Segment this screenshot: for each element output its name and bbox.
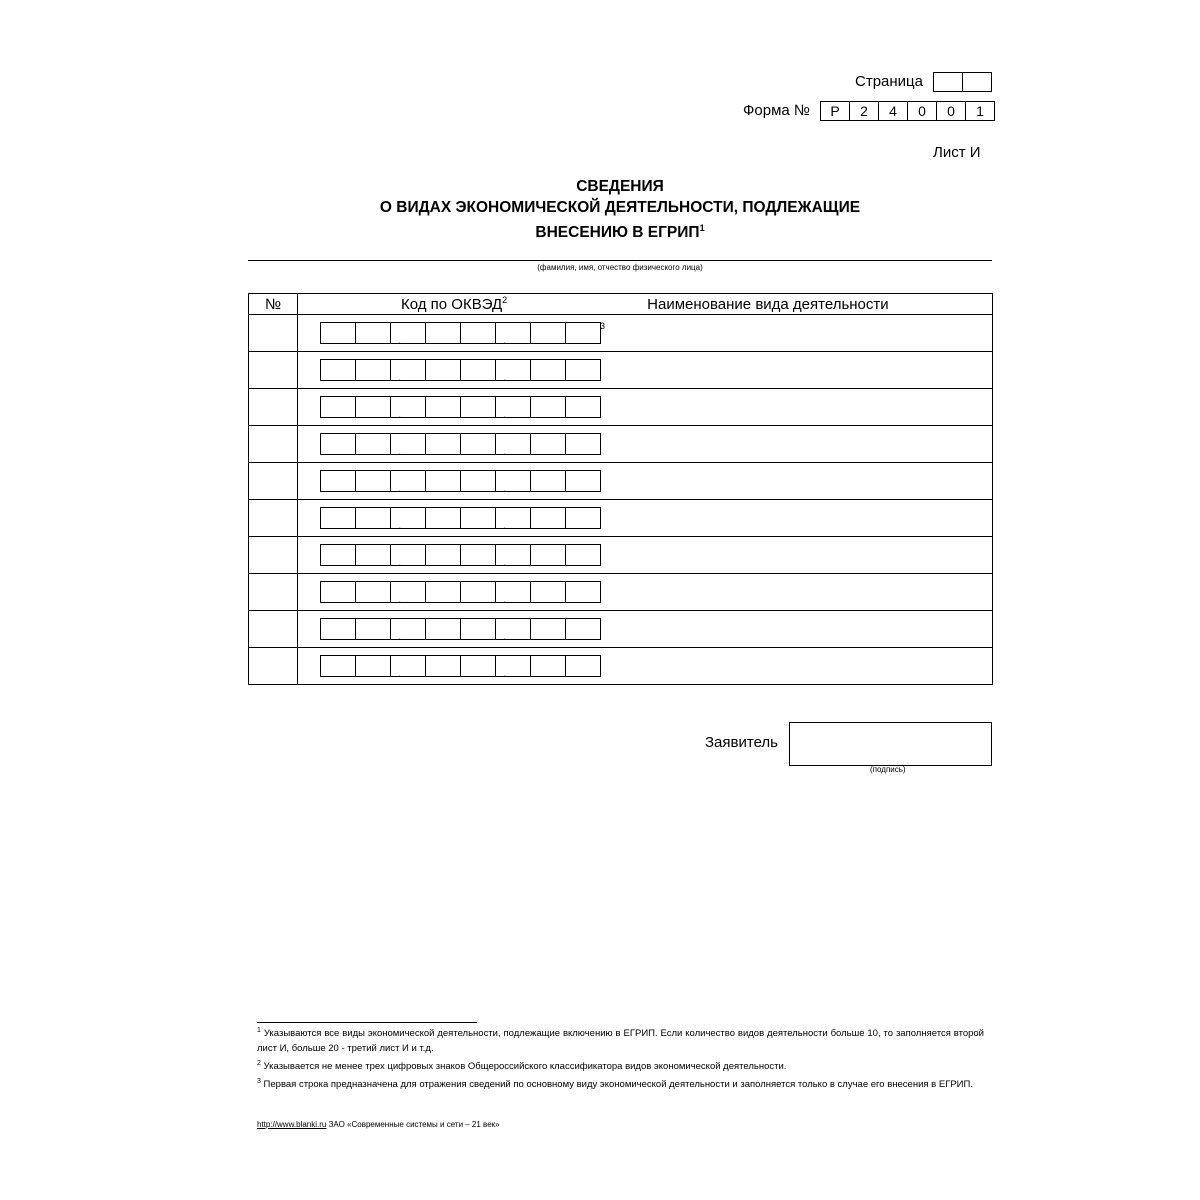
row-number-cell[interactable] [249,389,298,426]
code-separator-dot: . [503,555,507,569]
table-row [249,500,993,537]
table-row [249,463,993,500]
footnote-ref-2: 2 [502,295,508,305]
footnote-text: Указываются все виды экономической деятельности, подлежащие включению в ЕГРИП. Если количество видов деятельности больше 10, то заполняется второй лист И, больше 20 - третий лист И и т.д. [257,1028,984,1055]
document-title [300,176,940,243]
okved-code-input[interactable] [320,322,601,347]
page-label: Страница [855,73,923,90]
okved-digit-cell[interactable] [530,359,566,381]
form-cell: 0 [936,101,966,121]
full-name-caption: (фамилия, имя, отчество физического лица) [537,263,703,272]
okved-digit-cell[interactable] [390,507,426,532]
okved-digit-cell[interactable] [390,655,426,680]
footnotes [257,1023,984,1092]
okved-digit-cell[interactable] [530,618,566,640]
okved-digit-cell[interactable] [565,544,601,566]
okved-digit-cell[interactable] [390,470,426,495]
table-row [249,648,993,685]
okved-digit-cell[interactable] [425,544,461,566]
okved-digit-cell[interactable] [320,433,356,455]
okved-digit-cell[interactable] [355,322,391,344]
code-separator-dot: . [503,407,507,421]
row-number-cell[interactable] [249,352,298,389]
code-separator-dot: . [503,629,507,643]
okved-digit-cell[interactable] [530,396,566,418]
okved-digit-cell[interactable] [390,433,426,458]
okved-digit-cell[interactable] [425,618,461,640]
code-separator-dot: . [503,481,507,495]
table-row [249,426,993,463]
okved-digit-cell[interactable] [460,544,496,566]
form-cell: 4 [878,101,908,121]
page-cell[interactable] [933,72,963,92]
okved-digit-cell[interactable] [530,507,566,529]
title-line-3: ВНЕСЕНИЮ В ЕГРИП [535,224,700,242]
col-header-code: Код по ОКВЭД [401,296,503,313]
okved-digit-cell[interactable] [390,396,426,421]
okved-code-input[interactable] [320,433,601,458]
code-separator-dot: . [503,666,507,680]
page-number-cells[interactable] [933,72,992,92]
okved-digit-cell[interactable] [495,396,531,421]
table-body [249,315,993,685]
title-line-1: СВЕДЕНИЯ [576,178,664,195]
okved-digit-cell[interactable] [390,581,426,606]
okved-digit-cell[interactable] [425,433,461,455]
signature-caption: (подпись) [870,765,906,774]
row-code-and-name-cell [298,352,993,389]
okved-digit-cell[interactable] [495,618,531,643]
footer-link[interactable]: http://www.blanki.ru [257,1120,327,1129]
code-separator-dot: . [398,444,402,458]
okved-digit-cell[interactable] [530,581,566,603]
footnote-ref-1: 1 [699,223,705,233]
okved-digit-cell[interactable] [355,433,391,455]
okved-digit-cell[interactable] [355,507,391,529]
okved-digit-cell[interactable] [320,396,356,418]
row-code-and-name-cell [298,648,993,685]
row-code-and-name-cell [298,315,993,352]
code-separator-dot: . [398,370,402,384]
okved-code-input[interactable] [320,544,601,569]
okved-digit-cell[interactable] [495,322,531,347]
footnote-mark: 3 [257,1078,261,1086]
okved-digit-cell[interactable] [530,433,566,455]
okved-digit-cell[interactable] [530,655,566,677]
okved-digit-cell[interactable] [565,396,601,418]
code-separator-dot: . [398,629,402,643]
table-row [249,352,993,389]
row-code-and-name-cell [298,463,993,500]
okved-digit-cell[interactable] [460,581,496,603]
row-code-and-name-cell [298,611,993,648]
code-separator-dot: . [503,518,507,532]
okved-digit-cell[interactable] [320,507,356,529]
footnote-text: Указывается не менее трех цифровых знаков Общероссийского классификатора видов экономической деятельности. [260,1061,787,1073]
okved-digit-cell[interactable] [355,359,391,381]
title-line-2: О ВИДАХ ЭКОНОМИЧЕСКОЙ ДЕЯТЕЛЬНОСТИ, ПОДЛЕЖАЩИЕ [379,199,861,216]
okved-digit-cell[interactable] [355,396,391,418]
okved-digit-cell[interactable] [425,655,461,677]
okved-digit-cell[interactable] [495,581,531,606]
okved-digit-cell[interactable] [565,507,601,529]
okved-digit-cell[interactable] [355,470,391,492]
okved-digit-cell[interactable] [320,655,356,677]
code-separator-dot: . [398,481,402,495]
applicant-label: Заявитель [705,734,778,751]
okved-digit-cell[interactable] [495,470,531,495]
footnote-ref-3: 3 [600,321,606,331]
table-row [249,611,993,648]
row-number-cell[interactable] [249,611,298,648]
okved-digit-cell[interactable] [320,322,356,344]
okved-digit-cell[interactable] [425,470,461,492]
page-footer [257,1120,500,1129]
okved-digit-cell[interactable] [530,470,566,492]
okved-digit-cell[interactable] [565,359,601,381]
row-code-and-name-cell [298,389,993,426]
row-code-and-name-cell [298,574,993,611]
row-number-cell[interactable] [249,315,298,352]
code-separator-dot: . [503,370,507,384]
okved-digit-cell[interactable] [425,359,461,381]
okved-digit-cell[interactable] [320,470,356,492]
okved-code-input[interactable] [320,507,601,532]
sheet-label: Лист И [933,144,981,161]
code-separator-dot: . [398,407,402,421]
okved-digit-cell[interactable] [390,359,426,384]
table-row [249,574,993,611]
okved-digit-cell[interactable] [390,544,426,569]
okved-digit-cell[interactable] [320,581,356,603]
okved-digit-cell[interactable] [565,322,601,344]
table-row [249,389,993,426]
form-cell: 1 [965,101,995,121]
row-number-cell[interactable] [249,537,298,574]
page-cell[interactable] [962,72,992,92]
okved-digit-cell[interactable] [565,581,601,603]
okved-digit-cell[interactable] [460,433,496,455]
okved-digit-cell[interactable] [495,433,531,458]
okved-digit-cell[interactable] [355,544,391,566]
row-number-cell[interactable] [249,574,298,611]
okved-digit-cell[interactable] [320,544,356,566]
code-separator-dot: . [398,666,402,680]
okved-code-input[interactable] [320,396,601,421]
okved-digit-cell[interactable] [320,618,356,640]
okved-digit-cell[interactable] [460,396,496,418]
code-separator-dot: . [503,592,507,606]
row-number-cell[interactable] [249,500,298,537]
okved-digit-cell[interactable] [530,544,566,566]
okved-digit-cell[interactable] [530,322,566,344]
okved-digit-cell[interactable] [390,618,426,643]
form-cell: Р [820,101,850,121]
okved-digit-cell[interactable] [495,655,531,680]
okved-digit-cell[interactable] [425,322,461,344]
okved-code-input[interactable] [320,470,601,495]
row-number-cell[interactable] [249,648,298,685]
footnote-mark: 1 [257,1027,261,1034]
okved-digit-cell[interactable] [390,322,426,347]
form-number-label: Форма № [743,102,811,119]
okved-code-input[interactable] [320,359,601,384]
okved-digit-cell[interactable] [460,507,496,529]
okved-code-input[interactable] [320,655,601,680]
footnote-text: Первая строка предназначена для отражения сведений по основному виду экономической деятельности и заполняется только в случае его внесения в ЕГРИП. [260,1079,973,1091]
form-cell: 2 [849,101,879,121]
footnote-2 [257,1056,984,1074]
okved-digit-cell[interactable] [565,470,601,492]
code-separator-dot: . [398,592,402,606]
okved-digit-cell[interactable] [355,655,391,677]
okved-digit-cell[interactable] [495,544,531,569]
row-code-and-name-cell [298,537,993,574]
code-separator-dot: . [398,555,402,569]
okved-digit-cell[interactable] [565,655,601,677]
form-cell: 0 [907,101,937,121]
full-name-field-line[interactable] [248,260,992,261]
code-separator-dot: . [398,518,402,532]
okved-digit-cell[interactable] [355,618,391,640]
signature-box[interactable] [789,722,992,766]
okved-digit-cell[interactable] [495,359,531,384]
col-header-code-and-name [298,294,993,315]
okved-digit-cell[interactable] [425,396,461,418]
form-number-cells [820,101,995,121]
okved-digit-cell[interactable] [425,581,461,603]
table-header-row [249,294,993,315]
col-header-number: № [249,294,298,315]
code-separator-dot: . [503,333,507,347]
footnote-mark: 2 [257,1060,261,1068]
okved-digit-cell[interactable] [565,433,601,455]
okved-digit-cell[interactable] [460,655,496,677]
footnote-3 [257,1074,984,1092]
table-row [249,537,993,574]
okved-digit-cell[interactable] [460,470,496,492]
okved-digit-cell[interactable] [460,618,496,640]
okved-digit-cell[interactable] [565,618,601,640]
col-header-activity-name: Наименование вида деятельности [647,296,889,313]
okved-code-input[interactable] [320,581,601,606]
okved-digit-cell[interactable] [320,359,356,381]
okved-digit-cell[interactable] [425,507,461,529]
okved-digit-cell[interactable] [460,322,496,344]
row-code-and-name-cell [298,500,993,537]
okved-digit-cell[interactable] [355,581,391,603]
activities-table [248,293,993,685]
code-separator-dot: . [398,333,402,347]
table-row [249,315,993,352]
row-number-cell[interactable] [249,426,298,463]
footer-text: ЗАО «Современные системы и сети – 21 век» [326,1120,500,1129]
okved-digit-cell[interactable] [460,359,496,381]
okved-code-input[interactable] [320,618,601,643]
footnote-1 [257,1023,984,1056]
code-separator-dot: . [503,444,507,458]
okved-digit-cell[interactable] [495,507,531,532]
row-number-cell[interactable] [249,463,298,500]
row-code-and-name-cell [298,426,993,463]
